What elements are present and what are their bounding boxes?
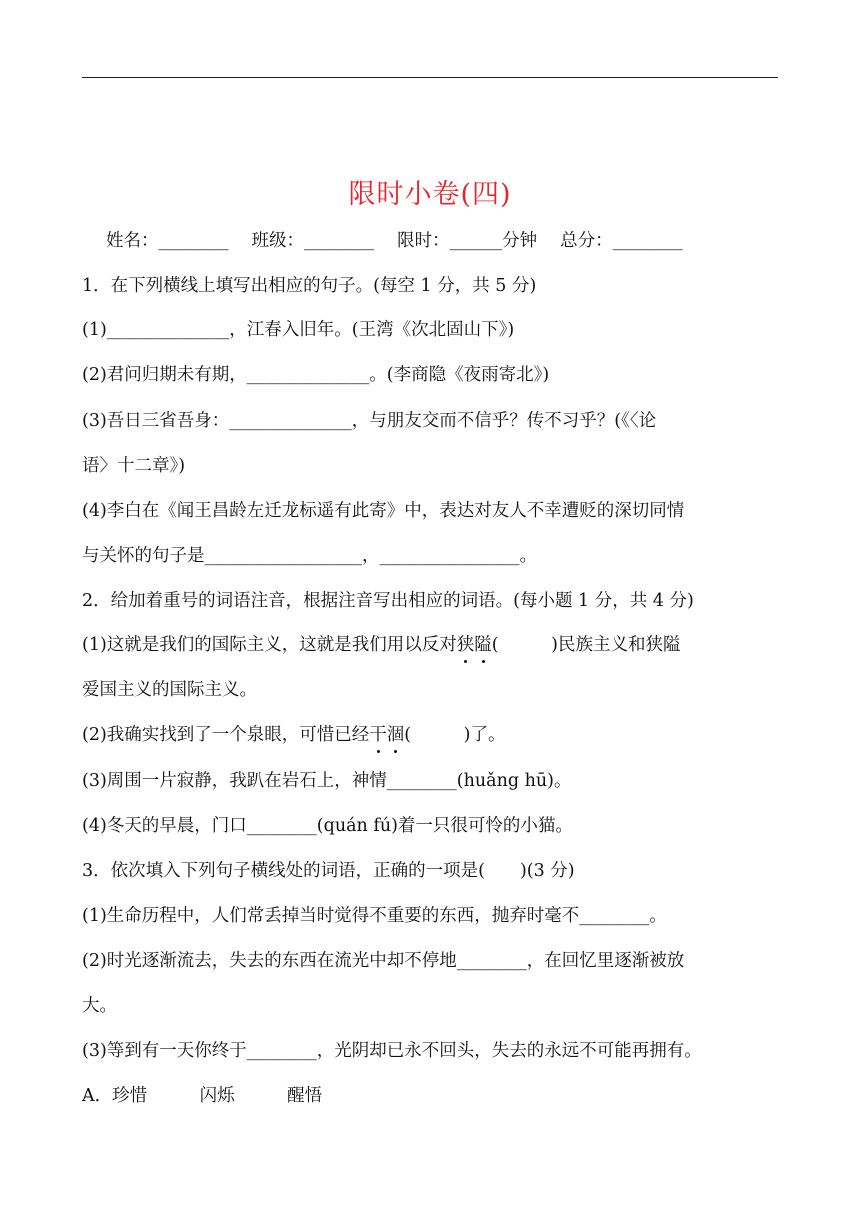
q1-item-1: (1)______________，江春入旧年。(王湾《次北固山下》) (82, 320, 515, 340)
q2-stem: 2．给加着重号的词语注音，根据注音写出相应的词语。(每小题 1 分，共 4 分) (82, 591, 694, 611)
q3-stem: 3．依次填入下列句子横线处的词语，正确的一项是( )(3 分) (82, 861, 575, 881)
q3-item-2: (2)时光逐渐流去，失去的东西在流光中却不停地________，在回忆里逐渐被放 (82, 951, 685, 971)
q1-item-4: (4)李白在《闻王昌龄左迁龙标遥有此寄》中，表达对友人不幸遭贬的深切同情 (82, 501, 685, 521)
q3-item-3: (3)等到有一天你终于________，光阴却已永不回头，失去的永远不可能再拥有。 (82, 1041, 702, 1061)
emphasis-char: 干 (369, 725, 387, 745)
q2-item-1-text-rest: ( )民族主义和狭隘 (491, 635, 681, 655)
q1-item-3-cont: 语〉十二章》) (82, 456, 186, 476)
q3-item-1: (1)生命历程中，人们常丢掉当时觉得不重要的东西，抛弃时毫不________。 (82, 906, 667, 926)
q1-item-3: (3)吾日三省吾身：______________，与朋友交而不信乎？传不习乎？(《〈论 (82, 411, 657, 431)
emphasis-char: 隘 (474, 635, 492, 655)
q2-item-3: (3)周围一片寂静，我趴在岩石上，神情________(huǎng hū)。 (82, 771, 572, 791)
q2-item-2-text-rest: ( )了。 (404, 725, 506, 745)
q2-item-1 (82, 633, 680, 657)
q3-option-a: A．珍惜 闪烁 醒悟 (82, 1086, 323, 1106)
q1-stem: 1．在下列横线上填写出相应的句子。(每空 1 分，共 5 分) (82, 276, 537, 296)
q2-item-1-cont: 爱国主义的国际主义。 (82, 680, 257, 700)
q3-item-2-cont: 大。 (82, 996, 117, 1016)
emphasis-char: 涸 (386, 725, 405, 745)
q2-item-4: (4)冬天的早晨，门口________(quán fú)着一只很可怜的小猫。 (82, 816, 573, 836)
student-info-line: 姓名：________ 班级：________ 限时：______分钟 总分：________ (106, 231, 683, 251)
emphasis-char: 狭 (456, 635, 475, 655)
q2-item-2-text: (2)我确实找到了一个泉眼，可惜已经 (82, 725, 370, 745)
header-rule (82, 77, 778, 78)
q2-item-2 (82, 723, 505, 747)
q2-item-1-text: (1)这就是我们的国际主义，这就是我们用以反对 (82, 635, 457, 655)
page-title: 限时小卷(四) (348, 179, 512, 210)
q1-item-2: (2)君问归期未有期，______________。(李商隐《夜雨寄北》) (82, 365, 550, 385)
q1-item-4-cont: 与关怀的句子是__________________，________________。 (82, 546, 537, 566)
